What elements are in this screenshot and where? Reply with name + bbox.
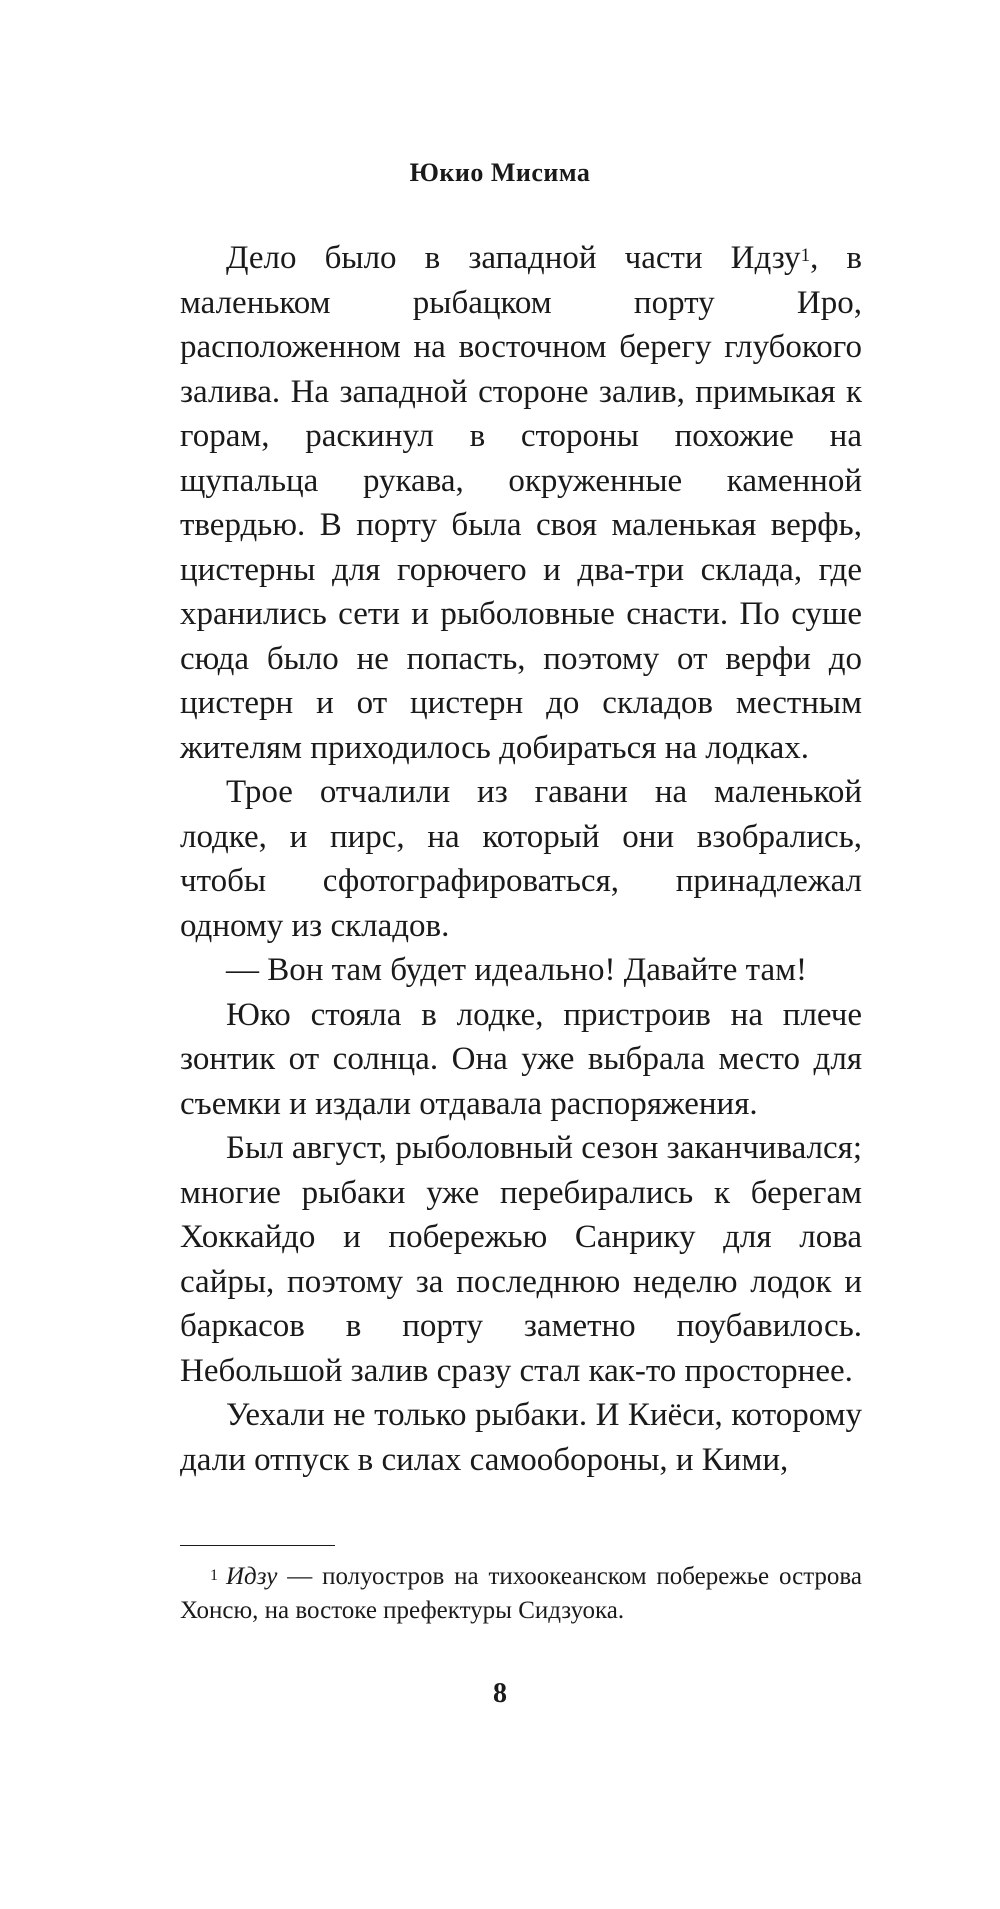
running-header-author: Юкио Мисима: [409, 158, 591, 187]
footnote: [180, 1560, 862, 1628]
footnote-reference[interactable]: 1: [800, 245, 811, 266]
page-number: 8: [493, 1678, 507, 1709]
footnote-divider: [180, 1545, 335, 1546]
paragraph-3-dialogue: — Вон там будет идеально! Давайте там!: [226, 952, 807, 988]
paragraph-4: Юко стояла в лодке, пристроив на плече зонтик от солнца. Она уже выбрала место для съемки и издали отдавала распоряжения.: [180, 996, 862, 1122]
paragraph-5: Был август, рыболовный сезон заканчивался; многие рыбаки уже перебирались к берегам Хоккайдо и побережью Санрику для лова сайры, поэтому за последнюю неделю лодок и баркасов в порту заметно поубавилось. Небольшой залив сразу стал как-то просторнее.: [180, 1130, 862, 1389]
main-text: [180, 236, 862, 1482]
paragraph-1: [180, 236, 862, 770]
paragraph-1-start: Дело было в западной части Идзу: [226, 240, 801, 276]
footnote-term: Идзу: [226, 1563, 278, 1590]
paragraph-6: Уехали не только рыбаки. И Киёси, которому дали отпуск в силах самообороны, и Кими,: [180, 1397, 862, 1478]
footnote-mark: 1: [210, 1567, 218, 1584]
paragraph-1-rest: , в маленьком рыбацком порту Иро, расположенном на восточном берегу глубокого залива. На западной стороне залив, примыкая к горам, раскинул в стороны похожие на щупальца рукава, окруженные каменной твердью. В порту была своя маленькая верфь, цистерны для горючего и два-три склада, где хранились сети и рыболовные снасти. По суше сюда было не попасть, поэтому от верфи до цистерн и от цистерн до складов местным жителям приходилось добираться на лодках.: [180, 240, 862, 766]
footnote-text: — полуостров на тихоокеанском побережье острова Хонсю, на востоке префектуры Сидзуока.: [180, 1563, 862, 1624]
paragraph-2: Трое отчалили из гавани на маленькой лодке, и пирс, на который они взобрались, чтобы сфотографироваться, принадлежал одному из складов.: [180, 774, 862, 944]
